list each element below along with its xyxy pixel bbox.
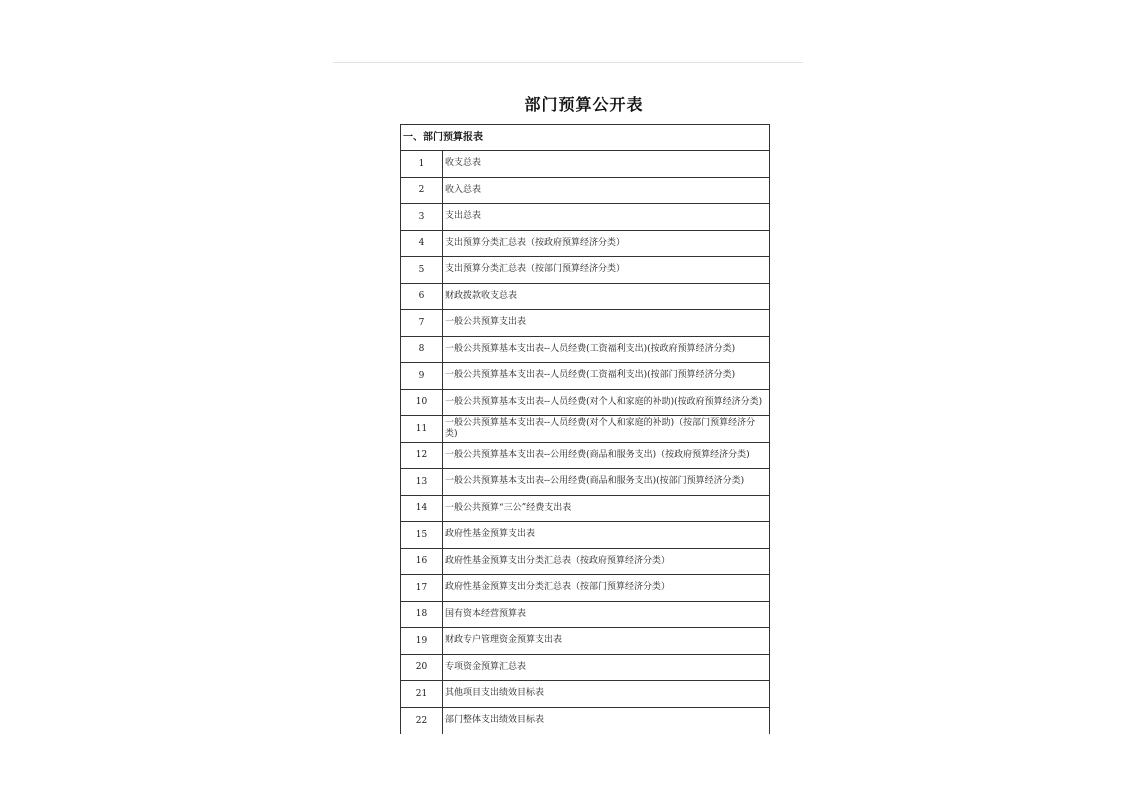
row-number: 6 — [401, 284, 443, 310]
table-row — [401, 549, 769, 576]
row-table-name: 政府性基金预算支出分类汇总表（按部门预算经济分类） — [445, 582, 671, 593]
table-body — [401, 151, 769, 734]
budget-table — [400, 124, 770, 734]
table-row — [401, 284, 769, 311]
row-table-name: 一般公共预算支出表 — [445, 317, 527, 328]
table-row — [401, 655, 769, 682]
row-table-name: 国有资本经营预算表 — [445, 608, 527, 619]
row-table-name: 财政拨款收支总表 — [445, 290, 518, 301]
row-table-name: 一般公共预算基本支出表--人员经费(对个人和家庭的补助)（按部门预算经济分类) — [445, 417, 756, 439]
row-number: 14 — [401, 496, 443, 522]
row-table-name: 一般公共预算基本支出表--公用经费(商品和服务支出)(按部门预算经济分类) — [445, 476, 745, 487]
row-table-name: 支出总表 — [445, 211, 482, 222]
table-row — [401, 416, 769, 443]
table-row — [401, 602, 769, 629]
row-table-name: 财政专户管理资金预算支出表 — [445, 635, 563, 646]
row-table-name: 一般公共预算“三公”经费支出表 — [445, 502, 572, 513]
row-number: 19 — [401, 628, 443, 654]
row-table-name: 收支总表 — [445, 158, 482, 169]
row-number: 2 — [401, 178, 443, 204]
table-row — [401, 363, 769, 390]
row-table-name: 部门整体支出绩效目标表 — [445, 715, 545, 726]
table-row — [401, 390, 769, 417]
row-number: 12 — [401, 443, 443, 469]
row-table-name: 一般公共预算基本支出表--人员经费(工资福利支出)(按部门预算经济分类) — [445, 370, 736, 381]
row-number: 22 — [401, 708, 443, 735]
row-number: 21 — [401, 681, 443, 707]
row-number: 7 — [401, 310, 443, 336]
row-number: 3 — [401, 204, 443, 230]
table-row — [401, 681, 769, 708]
row-number: 9 — [401, 363, 443, 389]
table-row — [401, 628, 769, 655]
row-number: 15 — [401, 522, 443, 548]
table-row — [401, 231, 769, 258]
row-number: 10 — [401, 390, 443, 416]
row-number: 5 — [401, 257, 443, 283]
row-number: 18 — [401, 602, 443, 628]
table-row — [401, 151, 769, 178]
row-number: 8 — [401, 337, 443, 363]
row-table-name: 支出预算分类汇总表（按部门预算经济分类） — [445, 264, 626, 275]
row-number: 11 — [401, 416, 443, 442]
row-table-name: 一般公共预算基本支出表--人员经费(对个人和家庭的补助)(按政府预算经济分类) — [445, 396, 763, 407]
row-table-name: 支出预算分类汇总表（按政府预算经济分类） — [445, 237, 626, 248]
page-edge-line — [333, 62, 803, 63]
row-number: 17 — [401, 575, 443, 601]
table-row — [401, 337, 769, 364]
row-number: 13 — [401, 469, 443, 495]
row-number: 20 — [401, 655, 443, 681]
row-table-name: 一般公共预算基本支出表--人员经费(工资福利支出)(按政府预算经济分类) — [445, 343, 736, 354]
table-row — [401, 310, 769, 337]
table-row — [401, 257, 769, 284]
section-heading: 一、部门预算报表 — [401, 125, 769, 151]
row-number: 16 — [401, 549, 443, 575]
table-row — [401, 708, 769, 735]
table-row — [401, 443, 769, 470]
table-row — [401, 469, 769, 496]
row-number: 4 — [401, 231, 443, 257]
table-row — [401, 522, 769, 549]
table-row — [401, 575, 769, 602]
table-row — [401, 178, 769, 205]
table-row — [401, 496, 769, 523]
table-row — [401, 204, 769, 231]
row-table-name: 政府性基金预算支出表 — [445, 529, 536, 540]
row-number: 1 — [401, 151, 443, 177]
row-table-name: 一般公共预算基本支出表--公用经费(商品和服务支出)（按政府预算经济分类) — [445, 449, 750, 460]
row-table-name: 专项资金预算汇总表 — [445, 661, 527, 672]
document-title: 部门预算公开表 — [524, 95, 644, 114]
row-table-name: 收入总表 — [445, 184, 482, 195]
row-table-name: 其他项目支出绩效目标表 — [445, 688, 545, 699]
row-table-name: 政府性基金预算支出分类汇总表（按政府预算经济分类） — [445, 555, 671, 566]
